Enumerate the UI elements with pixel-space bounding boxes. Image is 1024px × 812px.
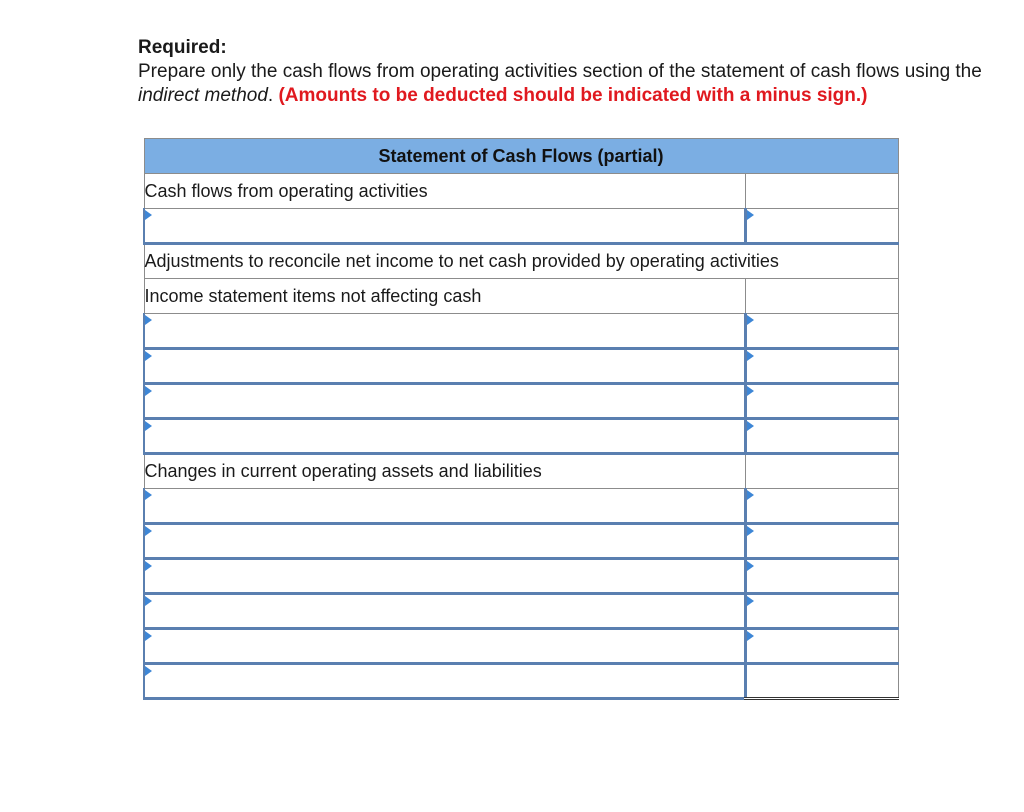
amount-input[interactable] bbox=[749, 667, 896, 695]
section-row bbox=[144, 279, 898, 314]
operating-activities-label: Cash flows from operating activities bbox=[144, 174, 745, 209]
amount-input[interactable] bbox=[749, 527, 896, 555]
change-item-dropdown-5[interactable] bbox=[144, 629, 745, 664]
label-input[interactable] bbox=[147, 387, 742, 415]
change-item-dropdown-3[interactable] bbox=[144, 559, 745, 594]
section-row bbox=[144, 174, 898, 209]
label-input[interactable] bbox=[147, 316, 742, 345]
label-input[interactable] bbox=[147, 667, 742, 695]
instruction-line: Prepare only the cash flows from operating activities section of the statement of cash flows using the bbox=[138, 61, 982, 82]
table-header-row bbox=[144, 139, 898, 174]
amount-input[interactable] bbox=[749, 491, 896, 520]
required-heading: Required: bbox=[138, 37, 227, 58]
changes-label: Changes in current operating assets and liabilities bbox=[144, 454, 745, 489]
label-input[interactable] bbox=[147, 352, 742, 380]
change-amount-4[interactable] bbox=[745, 594, 898, 629]
label-input[interactable] bbox=[147, 491, 742, 520]
amount-cell-static bbox=[745, 454, 898, 489]
noncash-item-dropdown-2[interactable] bbox=[144, 349, 745, 384]
label-input[interactable] bbox=[147, 597, 742, 625]
noncash-item-dropdown-1[interactable] bbox=[144, 314, 745, 349]
amount-input[interactable] bbox=[749, 352, 896, 380]
net-cash-amount-cell[interactable] bbox=[745, 664, 898, 699]
amount-input[interactable] bbox=[749, 387, 896, 415]
noncash-item-dropdown-4[interactable] bbox=[144, 419, 745, 454]
amount-input[interactable] bbox=[749, 211, 896, 240]
label-input[interactable] bbox=[147, 527, 742, 555]
change-item-dropdown-1[interactable] bbox=[144, 489, 745, 524]
amount-input[interactable] bbox=[749, 632, 896, 660]
change-amount-3[interactable] bbox=[745, 559, 898, 594]
amount-input[interactable] bbox=[749, 562, 896, 590]
statement-title: Statement of Cash Flows (partial) bbox=[144, 139, 898, 174]
table-row bbox=[144, 384, 898, 419]
table-row bbox=[144, 489, 898, 524]
table-row bbox=[144, 209, 898, 244]
change-amount-1[interactable] bbox=[745, 489, 898, 524]
noncash-amount-3[interactable] bbox=[745, 384, 898, 419]
noncash-amount-4[interactable] bbox=[745, 419, 898, 454]
change-item-dropdown-2[interactable] bbox=[144, 524, 745, 559]
section-row bbox=[144, 454, 898, 489]
table-row bbox=[144, 349, 898, 384]
noncash-amount-1[interactable] bbox=[745, 314, 898, 349]
adjustments-label: Adjustments to reconcile net income to net cash provided by operating activities bbox=[144, 244, 898, 279]
table-row bbox=[144, 629, 898, 664]
table-row bbox=[144, 419, 898, 454]
period: . bbox=[267, 85, 274, 106]
change-amount-5[interactable] bbox=[745, 629, 898, 664]
instruction-line-2 bbox=[138, 84, 1024, 108]
amount-input[interactable] bbox=[749, 597, 896, 625]
table-row bbox=[144, 524, 898, 559]
method-text: indirect method bbox=[138, 85, 268, 106]
amount-cell-static bbox=[745, 174, 898, 209]
amount-input[interactable] bbox=[749, 316, 896, 345]
change-item-dropdown-4[interactable] bbox=[144, 594, 745, 629]
label-input[interactable] bbox=[147, 211, 742, 240]
section-row bbox=[144, 244, 898, 279]
cash-flow-statement-table bbox=[143, 138, 899, 700]
label-input[interactable] bbox=[147, 632, 742, 660]
net-income-label-dropdown[interactable] bbox=[144, 209, 745, 244]
amount-cell-static bbox=[745, 279, 898, 314]
amount-input[interactable] bbox=[749, 422, 896, 450]
minus-sign-note: (Amounts to be deducted should be indicated with a minus sign.) bbox=[278, 85, 868, 106]
net-cash-label-dropdown[interactable] bbox=[144, 664, 745, 699]
noncash-items-label: Income statement items not affecting cash bbox=[144, 279, 745, 314]
instructions bbox=[138, 36, 1024, 108]
label-input[interactable] bbox=[147, 422, 742, 450]
noncash-amount-2[interactable] bbox=[745, 349, 898, 384]
noncash-item-dropdown-3[interactable] bbox=[144, 384, 745, 419]
net-income-amount-cell[interactable] bbox=[745, 209, 898, 244]
total-row bbox=[144, 664, 898, 699]
table-row bbox=[144, 559, 898, 594]
table-row bbox=[144, 314, 898, 349]
label-input[interactable] bbox=[147, 562, 742, 590]
table-row bbox=[144, 594, 898, 629]
change-amount-2[interactable] bbox=[745, 524, 898, 559]
